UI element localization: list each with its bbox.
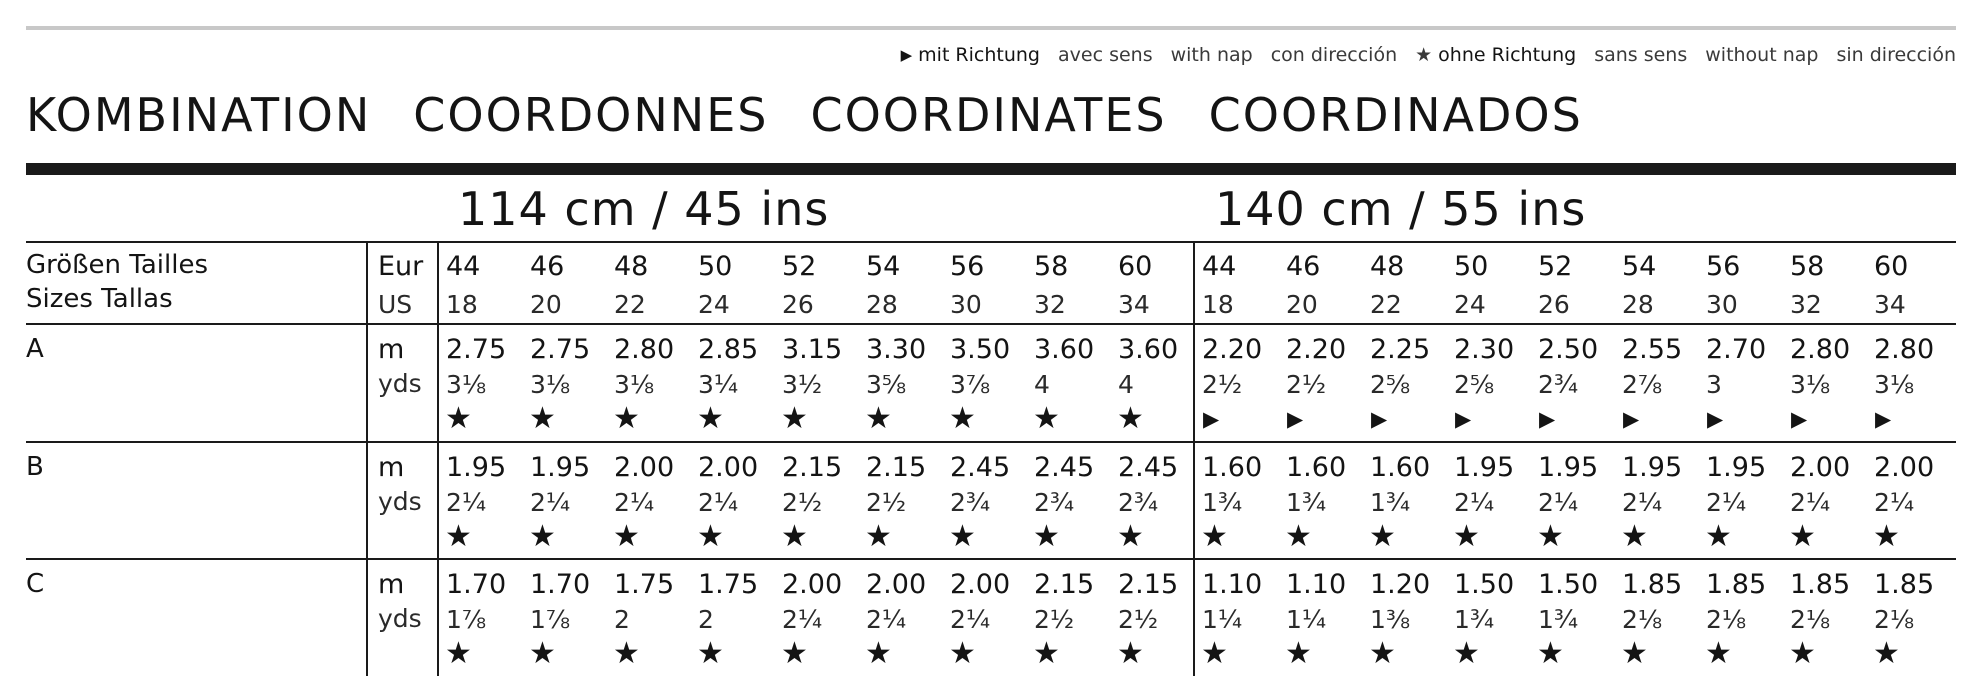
yards-value: 1¾: [1286, 488, 1327, 517]
unit-yds-label: yds: [378, 369, 422, 398]
view-label: C: [26, 569, 45, 599]
yards-value: 2¼: [1790, 488, 1831, 517]
star-icon: ★: [697, 519, 724, 554]
meters-value: 2.30: [1454, 334, 1515, 365]
star-icon: ★: [1873, 519, 1900, 554]
meters-value: 1.75: [698, 569, 759, 600]
eur-label: Eur: [378, 251, 424, 282]
yards-value: 3⅛: [446, 370, 487, 399]
star-icon: ★: [1789, 636, 1816, 671]
triangle-icon: ▶: [1875, 407, 1892, 431]
row-divider: [26, 558, 1956, 560]
size-eur: 46: [1286, 251, 1321, 282]
star-icon: ★: [697, 401, 724, 436]
meters-value: 1.95: [1538, 452, 1599, 483]
meters-value: 1.95: [1706, 452, 1767, 483]
legend-label: avec sens: [1058, 44, 1153, 66]
size-us: 26: [782, 290, 814, 319]
star-icon: ★: [949, 636, 976, 671]
yards-value: 3: [1706, 370, 1722, 399]
meters-value: 1.10: [1202, 569, 1263, 600]
yards-value: 2¼: [698, 488, 739, 517]
title-rule: [26, 163, 1956, 175]
size-eur: 54: [866, 251, 901, 282]
meters-value: 2.00: [866, 569, 927, 600]
meters-value: 2.00: [614, 452, 675, 483]
yards-value: 2½: [782, 488, 823, 517]
meters-value: 3.50: [950, 334, 1011, 365]
meters-value: 1.85: [1622, 569, 1683, 600]
size-eur: 48: [614, 251, 649, 282]
triangle-icon: ▶: [1707, 407, 1724, 431]
meters-value: 2.55: [1622, 334, 1683, 365]
star-icon: ★: [865, 519, 892, 554]
size-us: 20: [530, 290, 562, 319]
star-icon: ★: [613, 519, 640, 554]
yards-value: 2¼: [614, 488, 655, 517]
legend-with-nap: [901, 44, 1416, 66]
meters-value: 1.70: [530, 569, 591, 600]
yards-value: 1¼: [1286, 605, 1327, 634]
legend-label: mit Richtung: [918, 44, 1040, 66]
triangle-icon: ▶: [1623, 407, 1640, 431]
legend-label: ohne Richtung: [1438, 44, 1577, 66]
yards-value: 2¼: [530, 488, 571, 517]
star-icon: ★: [529, 401, 556, 436]
yards-value: 2¼: [1874, 488, 1915, 517]
unit-yds-label: yds: [378, 604, 422, 633]
size-us: 32: [1034, 290, 1066, 319]
fabric-width-140: 140 cm / 55 ins: [1215, 182, 1587, 236]
yards-value: 2⅞: [1622, 370, 1663, 399]
yards-value: 2¾: [950, 488, 991, 517]
size-eur: 56: [1706, 251, 1741, 282]
star-icon: ★: [1117, 401, 1144, 436]
star-icon: ★: [781, 519, 808, 554]
star-icon: ★: [781, 401, 808, 436]
meters-value: 2.00: [1790, 452, 1851, 483]
yards-value: 2¼: [1538, 488, 1579, 517]
meters-value: 1.95: [1454, 452, 1515, 483]
meters-value: 3.30: [866, 334, 927, 365]
meters-value: 2.45: [950, 452, 1011, 483]
title-es: COORDINADOS: [1208, 88, 1583, 142]
size-eur: 48: [1370, 251, 1405, 282]
yards-value: 2¾: [1034, 488, 1075, 517]
meters-value: 2.80: [1874, 334, 1935, 365]
yards-value: 3⅛: [1790, 370, 1831, 399]
meters-value: 2.80: [1790, 334, 1851, 365]
yards-value: 2½: [1118, 605, 1159, 634]
yards-value: 2¼: [866, 605, 907, 634]
triangle-icon: ▶: [1455, 407, 1472, 431]
yards-value: 2⅛: [1706, 605, 1747, 634]
star-icon: ★: [697, 636, 724, 671]
star-icon: ★: [1201, 519, 1228, 554]
yards-value: 2⅛: [1622, 605, 1663, 634]
size-us: 28: [1622, 290, 1654, 319]
size-eur: 52: [782, 251, 817, 282]
yards-value: 3⅛: [1874, 370, 1915, 399]
yards-value: 2¾: [1118, 488, 1159, 517]
column-divider: [437, 241, 439, 676]
size-us: 22: [614, 290, 646, 319]
star-icon: ★: [529, 636, 556, 671]
meters-value: 2.50: [1538, 334, 1599, 365]
star-icon: ★: [1117, 519, 1144, 554]
meters-value: 2.45: [1034, 452, 1095, 483]
yards-value: 2¼: [446, 488, 487, 517]
star-icon: ★: [1285, 519, 1312, 554]
column-divider: [1193, 241, 1195, 676]
star-icon: ★: [1117, 636, 1144, 671]
meters-value: 3.60: [1118, 334, 1179, 365]
yards-value: 2: [698, 605, 714, 634]
yards-value: 1¾: [1202, 488, 1243, 517]
meters-value: 1.50: [1538, 569, 1599, 600]
size-eur: 58: [1790, 251, 1825, 282]
yards-value: 2½: [866, 488, 907, 517]
star-icon: ★: [865, 636, 892, 671]
meters-value: 2.70: [1706, 334, 1767, 365]
star-icon: ★: [1453, 519, 1480, 554]
size-us: 18: [1202, 290, 1234, 319]
star-icon: ★: [445, 401, 472, 436]
yards-value: 2⅛: [1790, 605, 1831, 634]
size-us: 26: [1538, 290, 1570, 319]
meters-value: 2.20: [1202, 334, 1263, 365]
meters-value: 2.00: [1874, 452, 1935, 483]
size-eur: 44: [446, 251, 481, 282]
yards-value: 1⅜: [1370, 605, 1411, 634]
yards-value: 1¼: [1202, 605, 1243, 634]
unit-yds-label: yds: [378, 487, 422, 516]
unit-m-label: m: [378, 334, 405, 365]
meters-value: 2.15: [866, 452, 927, 483]
triangle-icon: ▶: [1539, 407, 1556, 431]
star-icon: ★: [1369, 636, 1396, 671]
meters-value: 1.60: [1370, 452, 1431, 483]
title-de: KOMBINATION: [26, 88, 372, 142]
size-us: 30: [950, 290, 982, 319]
row-divider: [26, 441, 1956, 443]
meters-value: 1.85: [1874, 569, 1935, 600]
meters-value: 2.15: [1034, 569, 1095, 600]
yards-value: 2½: [1034, 605, 1075, 634]
meters-value: 3.15: [782, 334, 843, 365]
meters-value: 2.15: [782, 452, 843, 483]
star-icon: ★: [1537, 519, 1564, 554]
meters-value: 2.75: [530, 334, 591, 365]
size-eur: 54: [1622, 251, 1657, 282]
meters-value: 2.00: [698, 452, 759, 483]
meters-value: 1.60: [1286, 452, 1347, 483]
meters-value: 2.00: [950, 569, 1011, 600]
row-divider: [26, 323, 1956, 325]
star-icon: ★: [949, 401, 976, 436]
yards-value: 2¼: [950, 605, 991, 634]
star-icon: ★: [1285, 636, 1312, 671]
star-icon: ★: [613, 401, 640, 436]
yards-value: 2⅝: [1370, 370, 1411, 399]
unit-m-label: m: [378, 452, 405, 483]
row-divider: [26, 241, 1956, 243]
size-us: 24: [1454, 290, 1486, 319]
triangle-icon: ▶: [1791, 407, 1808, 431]
legend-label: without nap: [1705, 44, 1819, 66]
meters-value: 1.50: [1454, 569, 1515, 600]
size-us: 34: [1118, 290, 1150, 319]
meters-value: 3.60: [1034, 334, 1095, 365]
yards-value: 3⅛: [530, 370, 571, 399]
yards-value: 1¾: [1538, 605, 1579, 634]
size-eur: 60: [1118, 251, 1153, 282]
view-label: A: [26, 334, 44, 364]
star-icon: ★: [1415, 44, 1433, 66]
us-label: US: [378, 290, 413, 319]
star-icon: ★: [865, 401, 892, 436]
meters-value: 1.85: [1706, 569, 1767, 600]
meters-value: 1.95: [1622, 452, 1683, 483]
yards-value: 3⅞: [950, 370, 991, 399]
star-icon: ★: [1705, 519, 1732, 554]
view-label: B: [26, 452, 44, 482]
yards-value: 2⅛: [1874, 605, 1915, 634]
star-icon: ★: [1537, 636, 1564, 671]
triangle-icon: ▶: [1203, 407, 1220, 431]
yards-value: 1⅞: [446, 605, 487, 634]
star-icon: ★: [445, 519, 472, 554]
unit-m-label: m: [378, 569, 405, 600]
meters-value: 1.10: [1286, 569, 1347, 600]
size-us: 20: [1286, 290, 1318, 319]
size-labels-line2: Sizes Tallas: [26, 284, 173, 314]
star-icon: ★: [1621, 636, 1648, 671]
yards-value: 2½: [1286, 370, 1327, 399]
meters-value: 2.45: [1118, 452, 1179, 483]
title-fr: COORDONNES: [413, 88, 769, 142]
size-eur: 50: [1454, 251, 1489, 282]
star-icon: ★: [1369, 519, 1396, 554]
size-us: 18: [446, 290, 478, 319]
yards-value: 2: [614, 605, 630, 634]
meters-value: 2.20: [1286, 334, 1347, 365]
meters-value: 1.20: [1370, 569, 1431, 600]
column-divider: [366, 241, 368, 676]
size-eur: 52: [1538, 251, 1573, 282]
star-icon: ★: [781, 636, 808, 671]
size-us: 34: [1874, 290, 1906, 319]
meters-value: 2.00: [782, 569, 843, 600]
yards-value: 3⅛: [614, 370, 655, 399]
size-us: 30: [1706, 290, 1738, 319]
legend-label: sans sens: [1594, 44, 1688, 66]
star-icon: ★: [1705, 636, 1732, 671]
top-divider: [26, 26, 1956, 30]
star-icon: ★: [1789, 519, 1816, 554]
star-icon: ★: [1453, 636, 1480, 671]
triangle-icon: ▶: [1371, 407, 1388, 431]
star-icon: ★: [529, 519, 556, 554]
star-icon: ★: [1033, 401, 1060, 436]
meters-value: 1.85: [1790, 569, 1851, 600]
size-eur: 50: [698, 251, 733, 282]
size-labels-line1: Größen Tailles: [26, 250, 209, 280]
yards-value: 3¼: [698, 370, 739, 399]
yards-value: 4: [1118, 370, 1134, 399]
meters-value: 2.15: [1118, 569, 1179, 600]
size-eur: 60: [1874, 251, 1909, 282]
star-icon: ★: [1033, 519, 1060, 554]
yards-value: 2½: [1202, 370, 1243, 399]
size-us: 32: [1790, 290, 1822, 319]
yards-value: 2¼: [1454, 488, 1495, 517]
yards-value: 1⅞: [530, 605, 571, 634]
yards-value: 3⅝: [866, 370, 907, 399]
size-us: 28: [866, 290, 898, 319]
meters-value: 1.75: [614, 569, 675, 600]
size-eur: 58: [1034, 251, 1069, 282]
page-title: [26, 88, 1583, 142]
meters-value: 1.95: [446, 452, 507, 483]
meters-value: 1.60: [1202, 452, 1263, 483]
meters-value: 2.75: [446, 334, 507, 365]
star-icon: ★: [613, 636, 640, 671]
nap-legend: [901, 42, 1956, 68]
legend-without-nap: [1415, 44, 1956, 66]
yards-value: 2¼: [1622, 488, 1663, 517]
yards-value: 3½: [782, 370, 823, 399]
size-us: 22: [1370, 290, 1402, 319]
triangle-icon: ▶: [900, 46, 913, 64]
meters-value: 2.85: [698, 334, 759, 365]
yards-value: 1¾: [1370, 488, 1411, 517]
yards-value: 4: [1034, 370, 1050, 399]
size-eur: 46: [530, 251, 565, 282]
size-eur: 44: [1202, 251, 1237, 282]
star-icon: ★: [445, 636, 472, 671]
title-en: COORDINATES: [810, 88, 1167, 142]
meters-value: 1.95: [530, 452, 591, 483]
triangle-icon: ▶: [1287, 407, 1304, 431]
star-icon: ★: [1621, 519, 1648, 554]
size-eur: 56: [950, 251, 985, 282]
star-icon: ★: [949, 519, 976, 554]
star-icon: ★: [1201, 636, 1228, 671]
yards-value: 1¾: [1454, 605, 1495, 634]
meters-value: 2.25: [1370, 334, 1431, 365]
size-us: 24: [698, 290, 730, 319]
star-icon: ★: [1033, 636, 1060, 671]
legend-label: sin dirección: [1836, 44, 1956, 66]
meters-value: 2.80: [614, 334, 675, 365]
yards-value: 2¼: [1706, 488, 1747, 517]
meters-value: 1.70: [446, 569, 507, 600]
legend-label: with nap: [1170, 44, 1253, 66]
star-icon: ★: [1873, 636, 1900, 671]
yards-value: 2¾: [1538, 370, 1579, 399]
legend-label: con dirección: [1270, 44, 1398, 66]
fabric-width-114: 114 cm / 45 ins: [458, 182, 830, 236]
yards-value: 2¼: [782, 605, 823, 634]
yards-value: 2⅝: [1454, 370, 1495, 399]
